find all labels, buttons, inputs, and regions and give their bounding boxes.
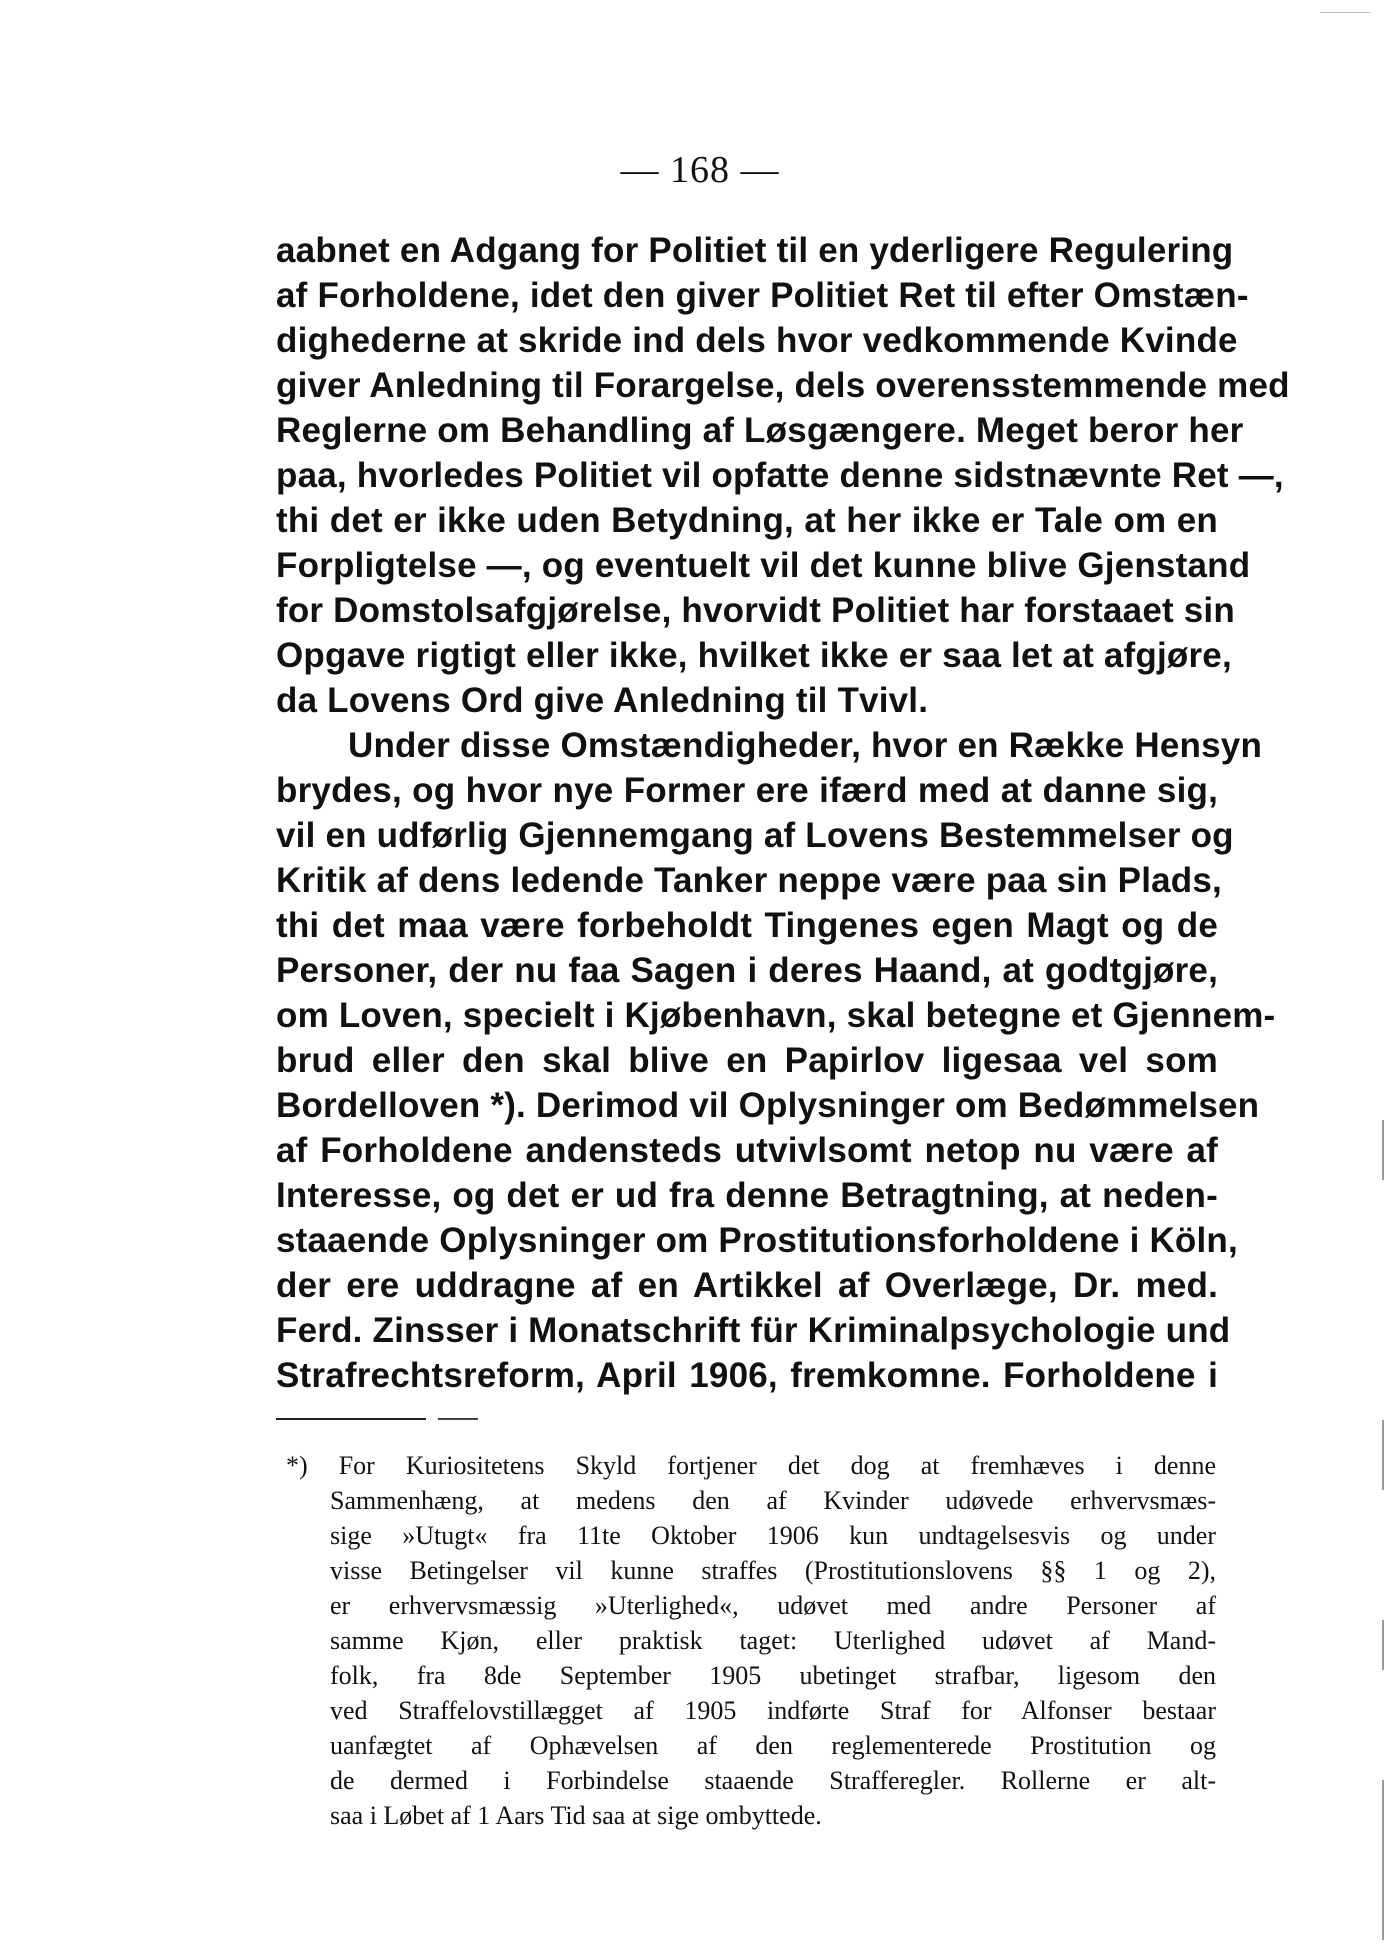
body-line: dighederne at skride ind dels hvor vedkommende Kvinde [276,321,1238,360]
body-line: Interesse, og det er ud fra denne Betragtning, at neden- [276,1176,1218,1215]
scan-edge-mark [1382,1120,1384,1180]
footnote-line: er erhvervsmæssig »Uterlighed«, udøvet med andre Personer af [330,1591,1216,1620]
footnote-line: *) For Kuriositetens Skyld fortjener det dog at fremhæves i denne [286,1451,1216,1480]
footnote-line: de dermed i Forbindelse staaende Strafferegler. Rollerne er alt- [330,1766,1216,1795]
footnote-line: sige »Utugt« fra 11te Oktober 1906 kun undtagelsesvis og under [330,1521,1216,1550]
body-line: Forpligtelse —, og eventuelt vil det kunne blive Gjenstand [276,546,1251,585]
body-line: giver Anledning til Forargelse, dels overensstemmende med [276,366,1290,405]
body-line: Strafrechtsreform, April 1906, fremkomne. Forholdene i [276,1356,1218,1395]
body-line: af Forholdene andensteds utvivlsomt netop nu være af [276,1131,1218,1170]
scan-edge-mark [1382,1780,1384,1940]
body-line: thi det maa være forbeholdt Tingenes egen Magt og de [276,906,1218,945]
body-line: brydes, og hvor nye Former ere ifærd med at danne sig, [276,771,1218,810]
body-line: Reglerne om Behandling af Løsgængere. Meget beror her [276,411,1244,450]
body-line: Kritik af dens ledende Tanker neppe være paa sin Plads, [276,861,1222,900]
body-line: der ere uddragne af en Artikkel af Overlæge, Dr. med. [276,1266,1218,1305]
body-line: staaende Oplysninger om Prostitutionsforholdene i Köln, [276,1221,1238,1260]
body-text [276,228,1290,1398]
body-line: for Domstolsafgjørelse, hvorvidt Politiet har forstaaet sin [276,591,1235,630]
body-line: Bordelloven *). Derimod vil Oplysninger om Bedømmelsen [276,1086,1260,1125]
body-line: om Loven, specielt i Kjøbenhavn, skal betegne et Gjennem- [276,996,1276,1035]
footnote-line: uanfægtet af Ophævelsen af den reglementerede Prostitution og [330,1731,1216,1760]
footnote-divider [438,1418,478,1420]
body-line: Under disse Omstændigheder, hvor en Række Hensyn [348,726,1263,765]
body-line: Opgave rigtigt eller ikke, hvilket ikke er saa let at afgjøre, [276,636,1232,675]
scan-edge-mark [1320,12,1370,13]
scan-edge-mark [1382,1620,1384,1670]
body-line: Ferd. Zinsser i Monatschrift für Kriminalpsychologie und [276,1311,1231,1350]
body-line: vil en udførlig Gjennemgang af Lovens Bestemmelser og [276,816,1234,855]
footnote-line: visse Betingelser vil kunne straffes (Prostitutionslovens §§ 1 og 2), [330,1556,1216,1585]
body-line: Personer, der nu faa Sagen i deres Haand, at godtgjøre, [276,951,1218,990]
body-line: brud eller den skal blive en Papirlov ligesaa vel som [276,1041,1218,1080]
body-line: af Forholdene, idet den giver Politiet Ret til efter Omstæn- [276,276,1249,315]
footnote [286,1448,1216,1833]
footnote-divider [276,1418,426,1420]
body-line: thi det er ikke uden Betydning, at her ikke er Tale om en [276,501,1218,540]
scan-edge-mark [1382,1420,1384,1490]
footnote-line: ved Straffelovstillægget af 1905 indførte Straf for Alfonser bestaar [330,1696,1216,1725]
body-line: da Lovens Ord give Anledning til Tvivl. [276,681,929,720]
body-line: paa, hvorledes Politiet vil opfatte denne sidstnævnte Ret —, [276,456,1284,495]
page-number: — 168 — [620,149,780,191]
footnote-line: Sammenhæng, at medens den af Kvinder udøvede erhvervsmæs- [330,1486,1216,1515]
footnote-line: saa i Løbet af 1 Aars Tid saa at sige ombyttede. [330,1801,822,1830]
body-line: aabnet en Adgang for Politiet til en yderligere Regulering [276,231,1234,270]
footnote-line: samme Kjøn, eller praktisk taget: Uterlighed udøvet af Mand- [330,1626,1216,1655]
footnote-line: folk, fra 8de September 1905 ubetinget strafbar, ligesom den [330,1661,1216,1690]
